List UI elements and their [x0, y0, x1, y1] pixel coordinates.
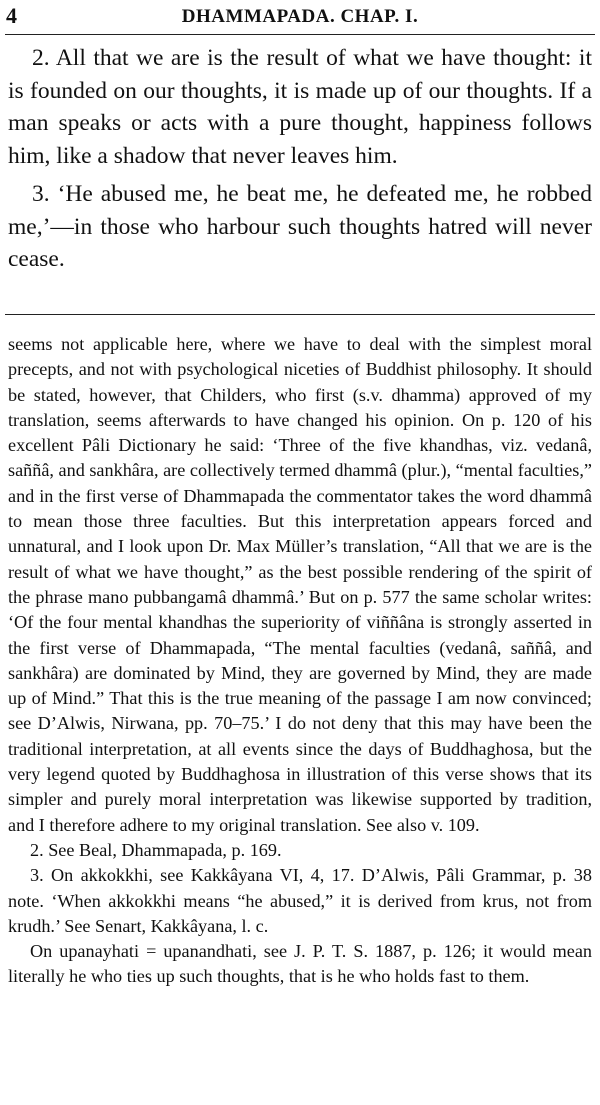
verse-2: 2. All that we are is the result of what we have thought: it is founded on our thoughts, it is made up of our thoughts. If a man speaks or acts with a pure thought, happiness follows him, like a shadow that never leaves him. — [8, 45, 592, 169]
header-rule — [5, 34, 595, 35]
footnote-2: 2. See Beal, Dhammapada, p. 169. — [30, 839, 282, 860]
page-header — [4, 4, 596, 28]
page-number: 4 — [6, 3, 17, 28]
footnote-continuation: seems not applicable here, where we have to deal with the simplest moral precepts, and not with psychological niceties of Buddhist philosophy. It should be stated, however, that Childers, who first (s.v. dhamma) approved of my translation, seems afterwards to have changed his opinion. On p. 120 of his excellent Pâli Dictionary he said: ‘Three of the five khandhas, viz. vedanâ, saññâ, and sankhâra, are collectively termed dhammâ (plur.), “mental faculties,” and in the first verse of Dhammapada the commentator takes the word dhammâ to mean those three faculties. But this interpretation appears forced and unnatural, and I look upon Dr. Max Müller’s translation, “All that we are is the result of what we have thought,” as the best possible rendering of the spirit of the phrase mano pubbangamâ dhammâ.’ But on p. 577 the same scholar writes: ‘Of the four mental khandhas the superiority of viññâna is strongly asserted in the first verse of Dhammapada, “The mental faculties (vedanâ, saññâ, and sankhâra) are dominated by Mind, they are governed by Mind, they are made up of Mind.” That this is the true meaning of the passage I am now convinced; see D’Alwis, Nirwana, pp. 70–75.’ I do not deny that this may have been the traditional interpretation, at all events since the days of Buddhaghosa, but the very legend quoted by Buddhaghosa in illustration of this verse shows that its simpler and purely moral interpretation was likewise supported by tradition, and I therefore adhere to my original translation. See also v. 109. — [8, 334, 592, 835]
main-text — [8, 42, 592, 282]
footnote-3-continued: On upanayhati = upanandhati, see J. P. T. S. 1887, p. 126; it would mean literally he who ties up such thoughts, that is he who holds fast to them. — [8, 941, 592, 987]
verse-3: 3. ‘He abused me, he beat me, he defeated me, he robbed me,’—in those who harbour such thoughts hatred will never cease. — [8, 181, 592, 272]
footnotes — [8, 332, 592, 990]
running-head: DHAMMAPADA. CHAP. I. — [181, 6, 419, 27]
footnote-rule — [5, 314, 595, 315]
footnote-3: 3. On akkokkhi, see Kakkâyana VI, 4, 17. D’Alwis, Pâli Grammar, p. 38 note. ‘When akkokkhi means “he abused,” it is derived from krus, not from krudh.’ See Senart, Kakkâyana, l. c. — [8, 865, 592, 936]
